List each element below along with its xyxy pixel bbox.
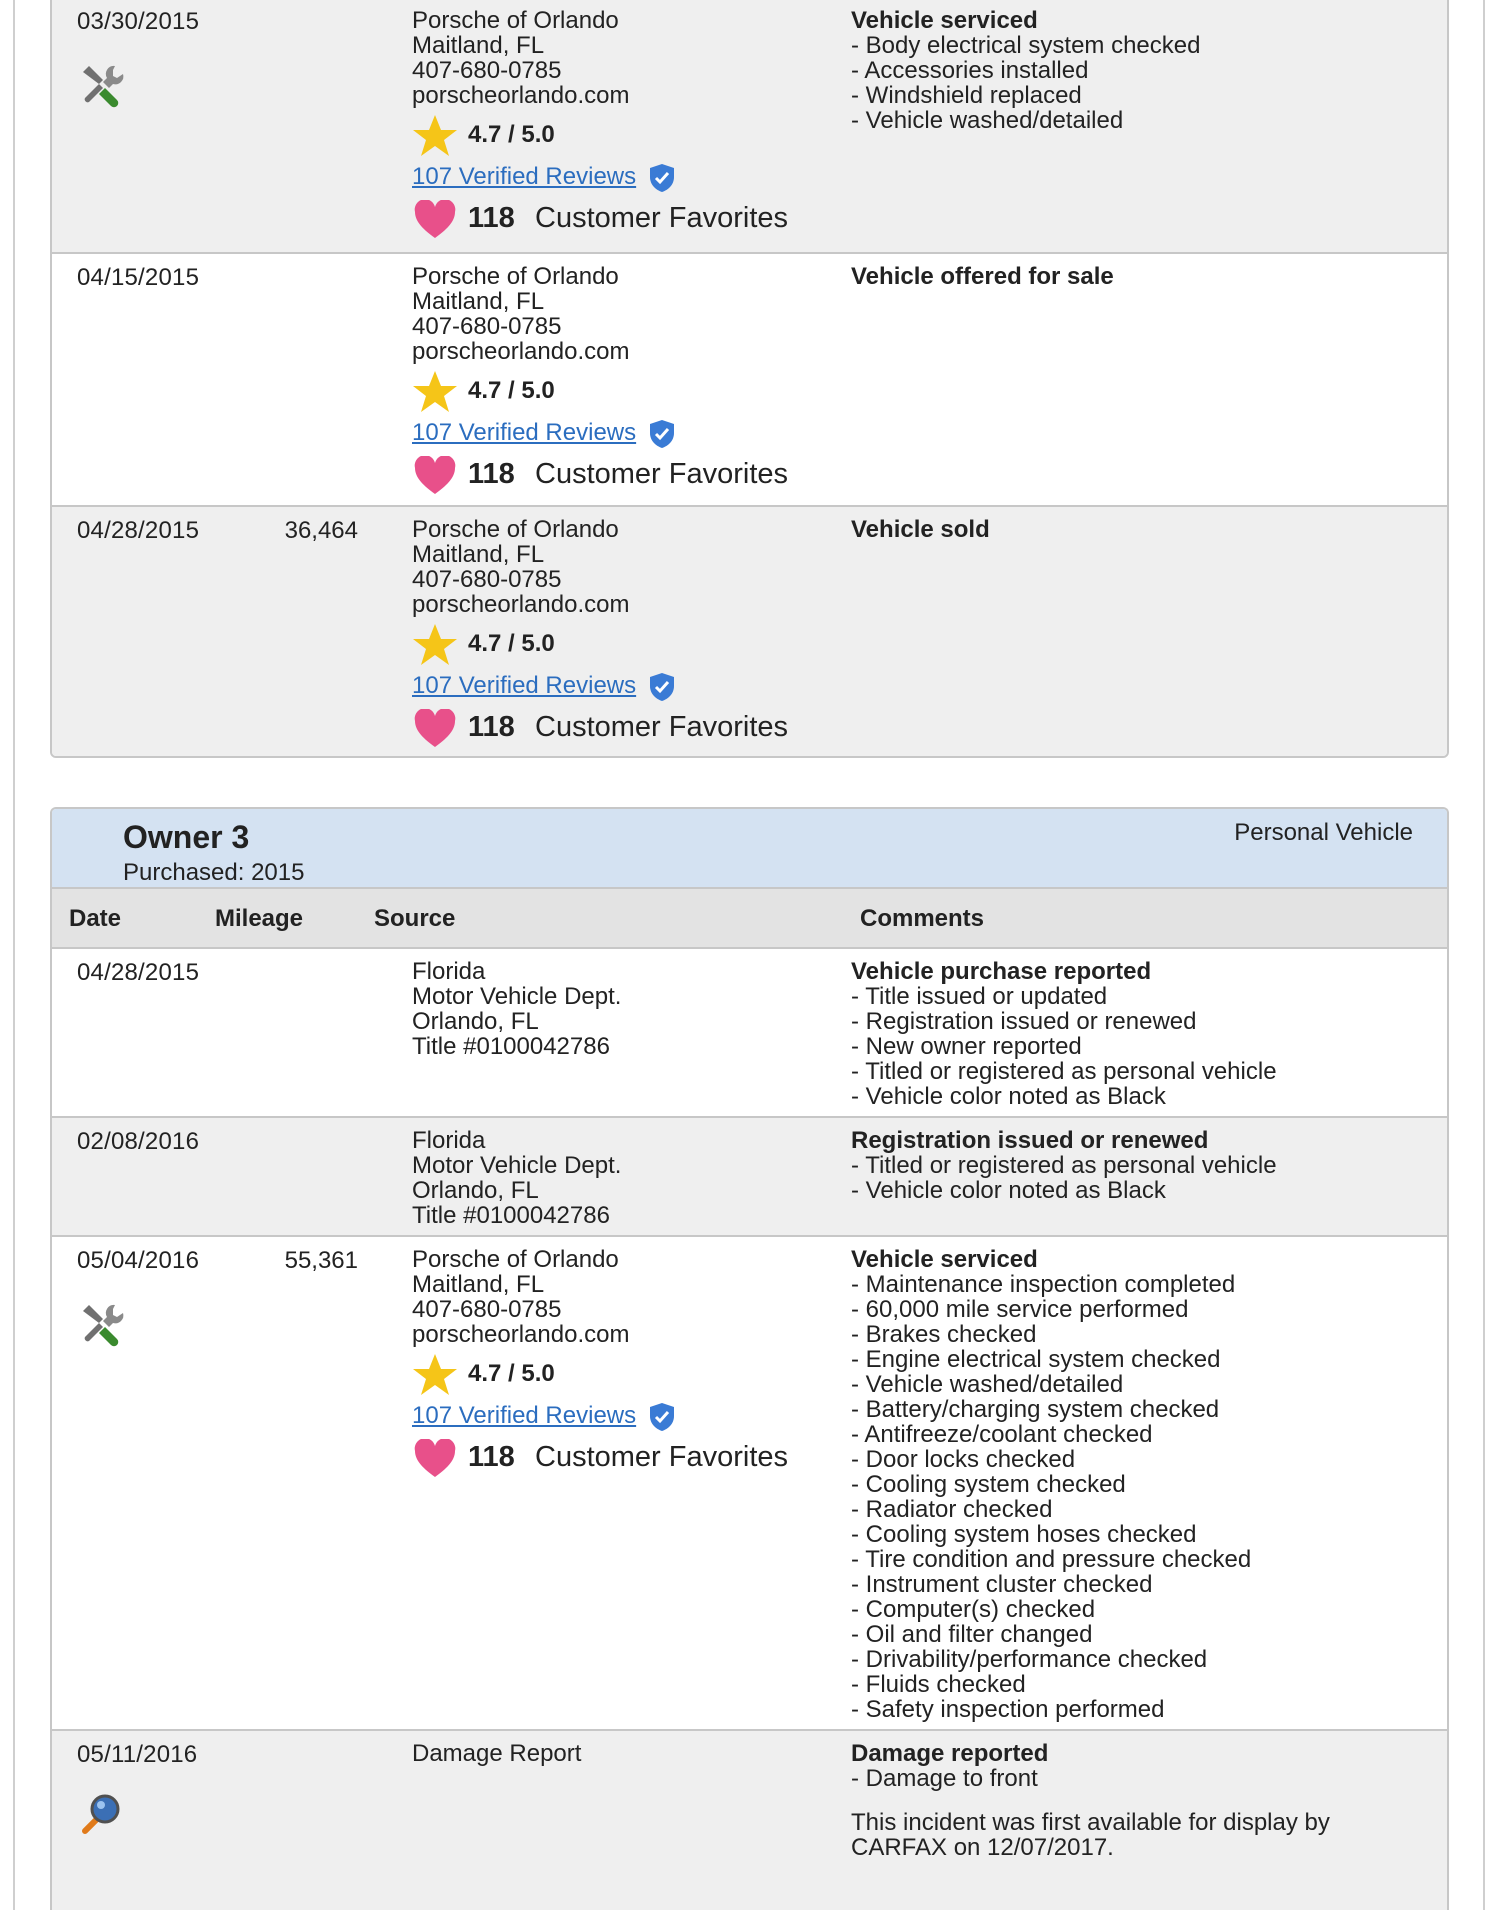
record-source [412, 1246, 789, 1479]
table-row [52, 1116, 1447, 1237]
service-wrench-icon [77, 1301, 125, 1349]
heart-icon [414, 456, 456, 496]
owner-purchased-year: Purchased: 2015 [123, 859, 305, 886]
source-agency: Motor Vehicle Dept. [412, 1152, 622, 1179]
source-location: Maitland, FL [412, 288, 545, 315]
comment-title: Vehicle serviced [851, 1246, 1038, 1273]
record-comments [851, 264, 1431, 289]
rating-score: 4.7 / 5.0 [468, 1360, 555, 1387]
record-comments [851, 1128, 1431, 1203]
comment-line: - Oil and filter changed [851, 1621, 1093, 1648]
comment-line: - Battery/charging system checked [851, 1396, 1220, 1423]
comment-line: - Cooling system checked [851, 1471, 1126, 1498]
record-date: 05/11/2016 [77, 1741, 198, 1768]
customer-favorites [412, 1439, 789, 1479]
comment-title: Vehicle sold [851, 516, 990, 543]
star-icon [412, 1353, 458, 1397]
comment-line: - Safety inspection performed [851, 1696, 1165, 1723]
dealer-rating [412, 1353, 629, 1393]
rating-score: 4.7 / 5.0 [468, 121, 555, 148]
verified-shield-icon [648, 672, 676, 702]
source-location: Maitland, FL [412, 32, 545, 59]
record-date: 04/28/2015 [77, 517, 200, 544]
favorites-label: Customer Favorites [535, 711, 789, 743]
favorites-label: Customer Favorites [535, 1441, 789, 1473]
record-comments [851, 1247, 1431, 1722]
comment-line: - Title issued or updated [851, 983, 1108, 1010]
comment-line: - Cooling system hoses checked [851, 1521, 1197, 1548]
dealer-rating [412, 114, 629, 154]
comment-line: - Antifreeze/coolant checked [851, 1421, 1153, 1448]
source-name: Porsche of Orlando [412, 7, 619, 34]
source-location: Orlando, FL [412, 1008, 539, 1035]
table-row [52, 1235, 1447, 1731]
rating-score: 4.7 / 5.0 [468, 377, 555, 404]
customer-favorites [412, 200, 789, 240]
table-row [52, 252, 1447, 507]
table-row [52, 0, 1447, 252]
record-source [412, 1128, 621, 1228]
table-row [52, 1729, 1447, 1910]
comment-line: - Tire condition and pressure checked [851, 1546, 1252, 1573]
reviews-row [412, 418, 637, 450]
source-phone: 407-680-0785 [412, 313, 562, 340]
favorites-count: 118 [468, 711, 515, 743]
comment-line: - Engine electrical system checked [851, 1346, 1221, 1373]
owner-3-history-card [50, 807, 1449, 1910]
source-title-number: Title #0100042786 [412, 1033, 610, 1060]
vehicle-use-type: Personal Vehicle [1234, 819, 1413, 846]
dealer-rating [412, 623, 629, 663]
magnifier-icon [77, 1789, 125, 1837]
source-name: Florida [412, 958, 486, 985]
favorites-count: 118 [468, 1441, 515, 1473]
record-date: 03/30/2015 [77, 8, 200, 35]
record-source [412, 7, 789, 240]
favorites-label: Customer Favorites [535, 202, 789, 234]
comment-line: - Vehicle color noted as Black [851, 1177, 1166, 1204]
column-comments: Comments [860, 905, 985, 932]
record-source [412, 959, 621, 1059]
record-comments [851, 959, 1431, 1109]
record-comments [851, 1741, 1431, 1860]
reviews-row [412, 1401, 637, 1433]
heart-icon [414, 1439, 456, 1479]
table-row [52, 505, 1447, 758]
comment-line: - Body electrical system checked [851, 32, 1201, 59]
source-name: Damage Report [412, 1740, 582, 1767]
source-phone: 407-680-0785 [412, 1296, 562, 1323]
source-location: Orlando, FL [412, 1177, 539, 1204]
comment-title: Registration issued or renewed [851, 1127, 1209, 1154]
source-title-number: Title #0100042786 [412, 1202, 610, 1229]
service-wrench-icon [77, 62, 125, 110]
comment-title: Vehicle offered for sale [851, 263, 1114, 290]
record-date: 02/08/2016 [77, 1128, 200, 1155]
column-date: Date [69, 905, 122, 932]
heart-icon [414, 709, 456, 749]
star-icon [412, 623, 458, 667]
comment-line: - Instrument cluster checked [851, 1571, 1153, 1598]
star-icon [412, 370, 458, 414]
comment-line: - Vehicle washed/detailed [851, 107, 1124, 134]
source-agency: Motor Vehicle Dept. [412, 983, 622, 1010]
comment-line: - Accessories installed [851, 57, 1089, 84]
reviews-row [412, 671, 637, 703]
record-mileage: 55,361 [284, 1247, 358, 1274]
record-source [412, 263, 789, 496]
record-comments [851, 517, 1431, 542]
source-phone: 407-680-0785 [412, 57, 562, 84]
source-website: porscheorlando.com [412, 591, 630, 618]
comment-line: - Fluids checked [851, 1671, 1026, 1698]
favorites-label: Customer Favorites [535, 458, 789, 490]
owner-header [52, 809, 1447, 889]
rating-score: 4.7 / 5.0 [468, 630, 555, 657]
comment-line: - Damage to front [851, 1765, 1038, 1792]
source-location: Maitland, FL [412, 541, 545, 568]
source-name: Porsche of Orlando [412, 1246, 619, 1273]
record-source [412, 1741, 581, 1766]
customer-favorites [412, 709, 789, 749]
source-phone: 407-680-0785 [412, 566, 562, 593]
source-name: Porsche of Orlando [412, 263, 619, 290]
comment-line: - Brakes checked [851, 1321, 1037, 1348]
comment-line: - 60,000 mile service performed [851, 1296, 1189, 1323]
source-website: porscheorlando.com [412, 82, 630, 109]
comment-line: - Vehicle washed/detailed [851, 1371, 1124, 1398]
table-column-header [52, 889, 1447, 949]
owner-2-history-card [50, 0, 1449, 758]
comment-line: - New owner reported [851, 1033, 1082, 1060]
record-date: 04/28/2015 [77, 959, 200, 986]
verified-shield-icon [648, 1402, 676, 1432]
table-row [52, 949, 1447, 1116]
comment-line: - Registration issued or renewed [851, 1008, 1197, 1035]
comment-line: - Maintenance inspection completed [851, 1271, 1236, 1298]
comment-line: - Vehicle color noted as Black [851, 1083, 1166, 1110]
source-location: Maitland, FL [412, 1271, 545, 1298]
verified-reviews-link[interactable]: 107 Verified Reviews [412, 672, 637, 699]
source-name: Florida [412, 1127, 486, 1154]
comment-title: Vehicle purchase reported [851, 958, 1152, 985]
source-website: porscheorlando.com [412, 338, 630, 365]
verified-reviews-link[interactable]: 107 Verified Reviews [412, 1402, 637, 1429]
record-date: 04/15/2015 [77, 264, 200, 291]
customer-favorites [412, 456, 789, 496]
verified-reviews-link[interactable]: 107 Verified Reviews [412, 163, 637, 190]
heart-icon [414, 200, 456, 240]
comment-title: Damage reported [851, 1740, 1049, 1767]
favorites-count: 118 [468, 202, 515, 234]
comment-line: - Radiator checked [851, 1496, 1053, 1523]
comment-line: - Drivability/performance checked [851, 1646, 1208, 1673]
comment-line: - Door locks checked [851, 1446, 1076, 1473]
star-icon [412, 114, 458, 158]
record-date: 05/04/2016 [77, 1247, 200, 1274]
favorites-count: 118 [468, 458, 515, 490]
record-comments [851, 8, 1431, 133]
column-source: Source [374, 905, 456, 932]
comment-line: - Computer(s) checked [851, 1596, 1096, 1623]
dealer-rating [412, 370, 629, 410]
source-website: porscheorlando.com [412, 1321, 630, 1348]
owner-title: Owner 3 [123, 819, 250, 855]
comment-line: - Titled or registered as personal vehicle [851, 1058, 1277, 1085]
verified-shield-icon [648, 419, 676, 449]
source-name: Porsche of Orlando [412, 516, 619, 543]
reviews-row [412, 162, 637, 194]
record-source [412, 516, 789, 749]
comment-line: - Titled or registered as personal vehicle [851, 1152, 1277, 1179]
column-mileage: Mileage [215, 905, 304, 932]
verified-reviews-link[interactable]: 107 Verified Reviews [412, 419, 637, 446]
comment-title: Vehicle serviced [851, 7, 1038, 34]
incident-note: This incident was first available for display by CARFAX on 12/07/2017. [851, 1809, 1330, 1861]
record-mileage: 36,464 [284, 517, 358, 544]
comment-line: - Windshield replaced [851, 82, 1082, 109]
verified-shield-icon [648, 163, 676, 193]
